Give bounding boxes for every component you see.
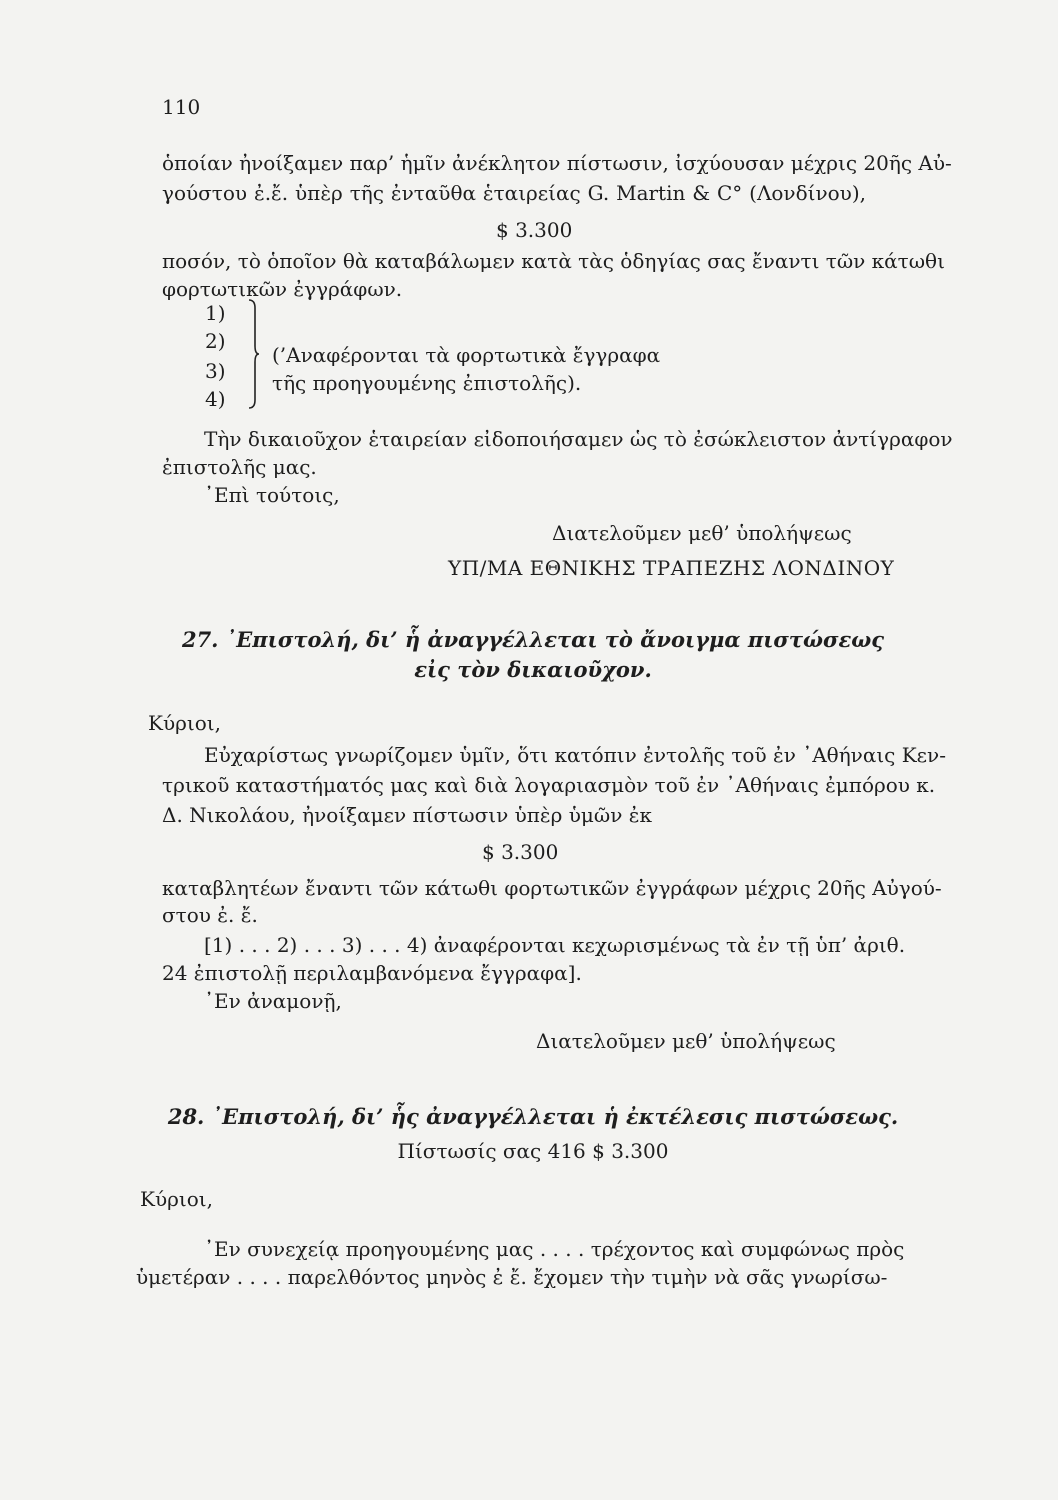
section-heading: 27. ᾽Επιστολή, δι’ ἧ ἀναγγέλλεται τὸ ἄνοιγμα πιστώσεως <box>181 627 885 652</box>
text-line: ᾽Εν ἀναμονῇ, <box>204 989 342 1013</box>
page-number: 110 <box>162 95 201 119</box>
salutation: Κύριοι, <box>148 711 221 735</box>
enum-note: (’Αναφέρονται τὰ φορτωτικὰ ἔγγραφα <box>272 343 661 367</box>
section-heading: εἰς τὸν δικαιοῦχον. <box>414 657 652 682</box>
curly-brace-icon <box>246 298 260 410</box>
text-line: τρικοῦ καταστήματός μας καὶ διὰ λογαριασμὸν τοῦ ἐν ᾽Αθήναις ἐμπόρου κ. <box>162 773 936 797</box>
enum-item: 2) <box>205 329 226 353</box>
section-subheading: Πίστωσίς σας 416 $ 3.300 <box>397 1139 669 1163</box>
text-line: ἐπιστολῆς μας. <box>162 455 317 479</box>
signature: ΥΠ/ΜΑ ΕΘΝΙΚΗΣ ΤΡΑΠΕΖΗΣ ΛΟΝΔΙΝΟΥ <box>448 556 895 580</box>
amount: $ 3.300 <box>482 840 559 864</box>
enum-note: τῆς προηγουμένης ἐπιστολῆς). <box>272 371 582 395</box>
text-line: 24 ἐπιστολῇ περιλαμβανόμενα ἔγγραφα]. <box>162 961 582 985</box>
enum-item: 3) <box>205 359 226 383</box>
amount: $ 3.300 <box>496 218 573 242</box>
enum-item: 4) <box>205 387 226 411</box>
text-line: ὁποίαν ἠνοίξαμεν παρ’ ἡμῖν ἀνέκλητον πίστωσιν, ἰσχύουσαν μέχρις 20ῆς Αὐ- <box>162 151 952 175</box>
text-line: Δ. Νικολάου, ἠνοίξαμεν πίστωσιν ὑπὲρ ὑμῶν ἐκ <box>162 803 652 827</box>
sign-off: Διατελοῦμεν μεθ’ ὑπολήψεως <box>536 1029 836 1053</box>
text-line: Τὴν δικαιοῦχον ἑταιρείαν εἰδοποιήσαμεν ὡς τὸ ἐσώκλειστον ἀντίγραφον <box>204 427 953 451</box>
salutation: Κύριοι, <box>140 1187 213 1211</box>
text-line: ποσόν, τὸ ὁποῖον θὰ καταβάλωμεν κατὰ τὰς ὁδηγίας σας ἔναντι τῶν κάτωθι <box>162 249 945 273</box>
text-line: καταβλητέων ἔναντι τῶν κάτωθι φορτωτικῶν ἐγγράφων μέχρις 20ῆς Αὐγού- <box>162 876 942 900</box>
text-line: γούστου ἐ.ἔ. ὑπὲρ τῆς ἐνταῦθα ἑταιρείας G. Martin & C° (Λονδίνου), <box>162 181 866 205</box>
sign-off: Διατελοῦμεν μεθ’ ὑπολήψεως <box>552 521 852 545</box>
text-line: ᾽Εν συνεχείᾳ προηγουμένης μας . . . . τρέχοντος καὶ συμφώνως πρὸς <box>204 1237 905 1261</box>
text-line: [1) . . . 2) . . . 3) . . . 4) ἀναφέρονται κεχωρισμένως τὰ ἐν τῇ ὑπ’ ἀριθ. <box>204 933 906 957</box>
text-line: Εὐχαρίστως γνωρίζομεν ὑμῖν, ὅτι κατόπιν ἐντολῆς τοῦ ἐν ᾽Αθήναις Κεν- <box>204 743 946 767</box>
text-line: ὑμετέραν . . . . παρελθόντος μηνὸς ἐ ἔ. ἔχομεν τὴν τιμὴν νὰ σᾶς γνωρίσω- <box>136 1265 888 1289</box>
text-line: στου ἐ. ἔ. <box>162 903 258 927</box>
text-line: φορτωτικῶν ἐγγράφων. <box>162 277 403 301</box>
enum-item: 1) <box>205 301 226 325</box>
section-heading: 28. ᾽Επιστολή, δι’ ἧς ἀναγγέλλεται ἡ ἐκτέλεσις πιστώσεως. <box>167 1104 899 1129</box>
text-line: ᾽Επὶ τούτοις, <box>204 483 340 507</box>
